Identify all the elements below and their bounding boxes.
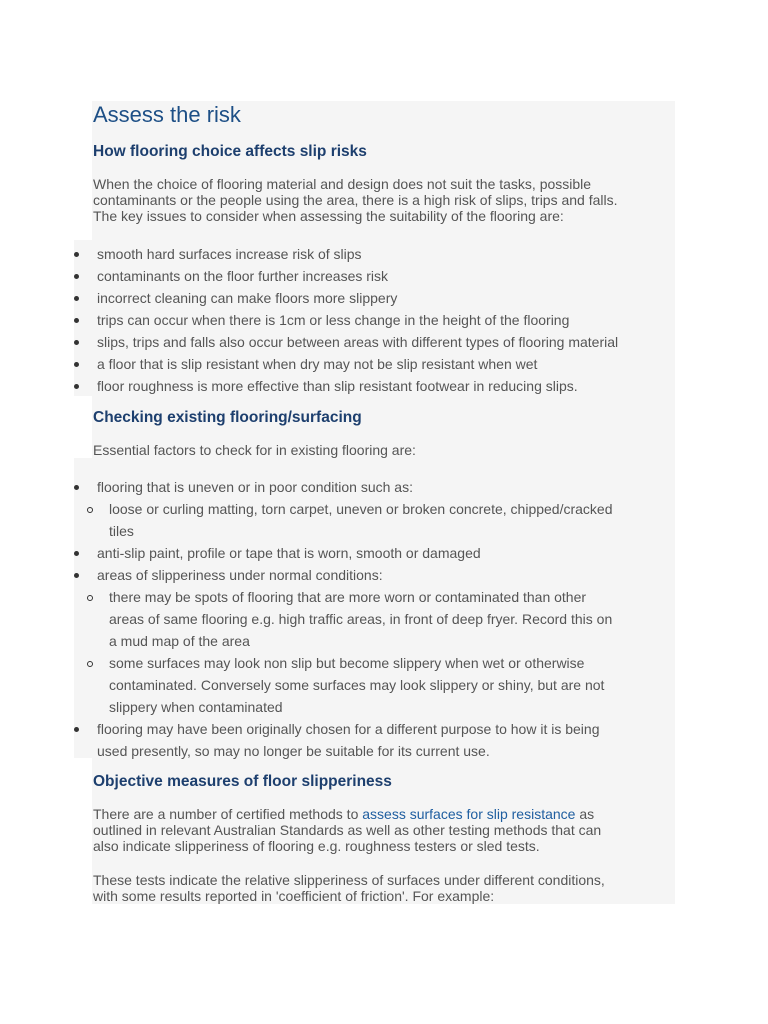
list-item: contaminants on the floor further increases risk	[97, 268, 389, 284]
list-item: incorrect cleaning can make floors more slippery	[97, 290, 398, 306]
list-line: used presently, so may no longer be suitable for its current use.	[97, 743, 490, 759]
sub-list-line: contaminated. Conversely some surfaces may look slippery or shiny, but are not	[109, 677, 605, 693]
paragraph-line: contaminants or the people using the area, there is a high risk of slips, trips and falls.	[93, 192, 618, 208]
sub-list-item	[109, 588, 612, 650]
list-line: flooring may have been originally chosen for a different purpose to how it is being	[97, 721, 600, 737]
list-background	[74, 458, 92, 758]
list-item: anti-slip paint, profile or tape that is worn, smooth or damaged	[97, 545, 481, 561]
bullet-dot	[74, 362, 79, 367]
list-item: slips, trips and falls also occur between areas with different types of flooring material	[97, 334, 619, 350]
list-item	[97, 720, 600, 760]
paragraph-line	[93, 806, 601, 822]
sub-bullet-circle	[87, 661, 93, 667]
list-item: a floor that is slip resistant when dry may not be slip resistant when wet	[97, 356, 538, 372]
sub-bullet-circle	[87, 507, 93, 513]
bullet-dot	[74, 274, 79, 279]
paragraph-line: also indicate slipperiness of flooring e.g. roughness testers or sled tests.	[93, 838, 540, 854]
bullet-dot	[74, 551, 79, 556]
sub-list-line: a mud map of the area	[109, 633, 250, 649]
list-item: flooring that is uneven or in poor condition such as:	[97, 479, 413, 495]
paragraph-line: When the choice of flooring material and design does not suit the tasks, possible	[93, 176, 592, 192]
sub-list-line: slippery when contaminated	[109, 699, 283, 715]
list-item: areas of slipperiness under normal conditions:	[97, 567, 383, 583]
page-title: Assess the risk	[93, 102, 241, 127]
bullet-dot	[74, 252, 79, 257]
paragraph-line: outlined in relevant Australian Standards as well as other testing methods that can	[93, 822, 602, 838]
list-item: smooth hard surfaces increase risk of slips	[97, 246, 362, 262]
list-item: trips can occur when there is 1cm or less change in the height of the flooring	[97, 312, 570, 328]
bullet-dot	[74, 318, 79, 323]
bullet-dot	[74, 485, 79, 490]
sub-list-line: areas of same flooring e.g. high traffic areas, in front of deep fryer. Record this on	[109, 611, 613, 627]
bullet-dot	[74, 296, 79, 301]
section-heading-flooring-choice: How flooring choice affects slip risks	[93, 143, 367, 160]
paragraph-line: These tests indicate the relative slipperiness of surfaces under different conditions,	[93, 872, 605, 888]
section-heading-objective-measures: Objective measures of floor slipperiness	[93, 773, 392, 790]
paragraph-line: The key issues to consider when assessing the suitability of the flooring are:	[93, 208, 564, 224]
sub-list-line: loose or curling matting, torn carpet, uneven or broken concrete, chipped/cracked	[109, 501, 613, 517]
paragraph-certified-methods	[93, 806, 601, 854]
paragraph-text: There are a number of certified methods to	[93, 806, 363, 822]
bullet-dot	[74, 384, 79, 389]
sub-list-item	[109, 500, 613, 540]
section-heading-existing-flooring: Checking existing flooring/surfacing	[93, 409, 362, 426]
paragraph-existing-flooring: Essential factors to check for in existing flooring are:	[93, 442, 416, 458]
sub-list-line: tiles	[109, 523, 134, 539]
list-item: floor roughness is more effective than slip resistant footwear in reducing slips.	[97, 378, 578, 394]
bullet-dot	[74, 573, 79, 578]
slip-resistance-link[interactable]: assess surfaces for slip resistance	[362, 806, 576, 822]
bullet-dot	[74, 727, 79, 732]
sub-list-line: some surfaces may look non slip but become slippery when wet or otherwise	[109, 655, 585, 671]
sub-bullet-circle	[87, 595, 93, 601]
paragraph-line: with some results reported in 'coefficient of friction'. For example:	[93, 888, 495, 904]
sub-list-line: there may be spots of flooring that are more worn or contaminated than other	[109, 589, 587, 605]
paragraph-flooring-choice	[93, 176, 618, 224]
paragraph-relative-slipperiness	[93, 872, 605, 904]
sub-list-item	[109, 654, 604, 716]
bullet-dot	[74, 340, 79, 345]
paragraph-text: as	[575, 806, 595, 822]
